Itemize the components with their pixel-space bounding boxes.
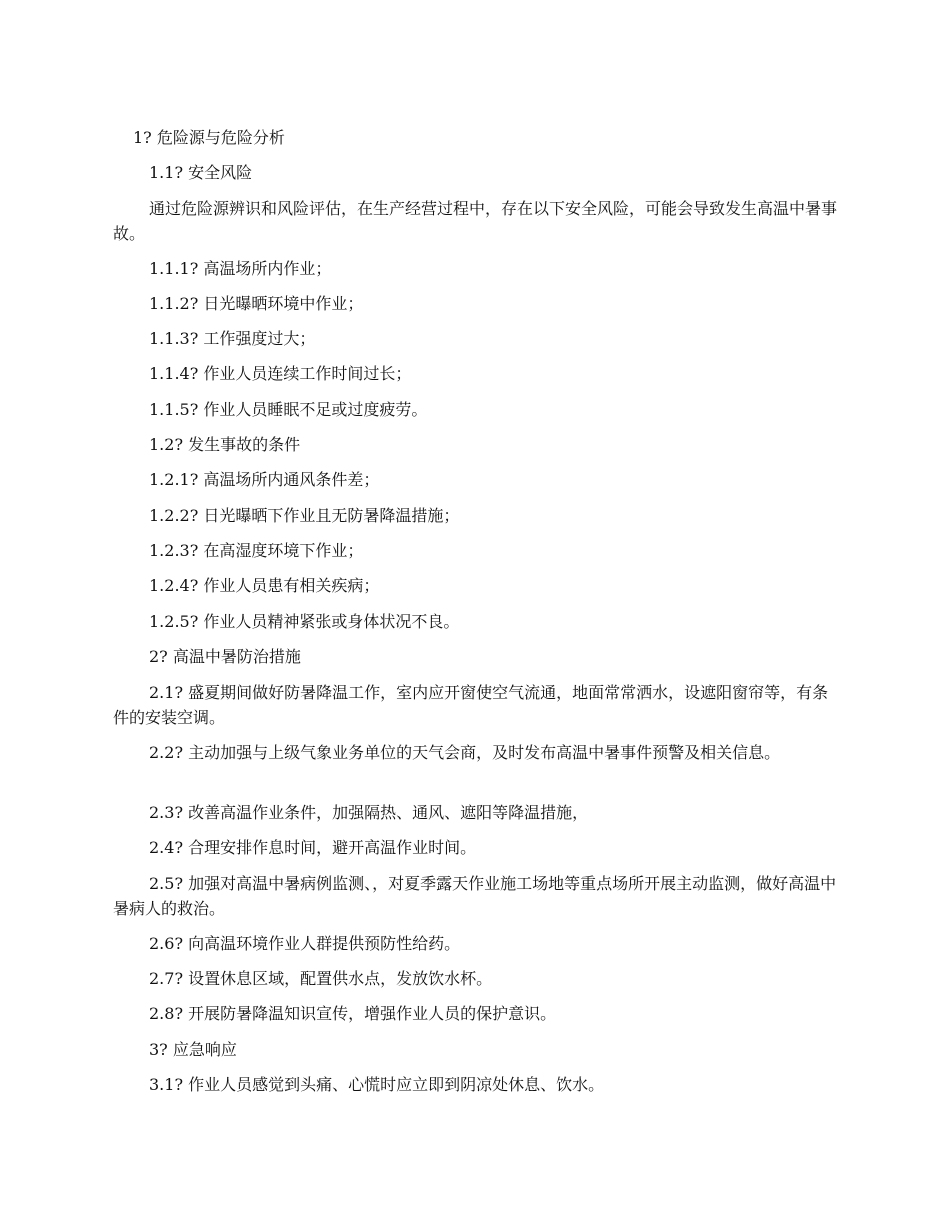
item-1-2-2: 1.2.2? 日光曝晒下作业且无防暑降温措施；	[149, 506, 460, 525]
item-1-2-5: 1.2.5? 作业人员精神紧张或身体状况不良。	[149, 612, 460, 631]
item-2-6: 2.6? 向高温环境作业人群提供预防性给药。	[149, 934, 461, 953]
heading-3: 3? 应急响应	[149, 1040, 237, 1059]
item-2-8: 2.8? 开展防暑降温知识宣传，增强作业人员的保护意识。	[149, 1004, 557, 1023]
item-1-2-1: 1.2.1? 高温场所内通风条件差；	[149, 470, 380, 489]
item-1-1-4: 1.1.4? 作业人员连续工作时间过长；	[149, 364, 412, 383]
item-1-2-4: 1.2.4? 作业人员患有相关疾病；	[149, 576, 380, 595]
item-2-1: 2.1? 盛夏期间做好防暑降温工作，室内应开窗使空气流通，地面常常洒水，设遮阳窗帘等，有条件的安装空调。	[113, 683, 829, 727]
heading-2: 2? 高温中暑防治措施	[149, 647, 301, 666]
item-1-1-1: 1.1.1? 高温场所内作业；	[149, 259, 332, 278]
heading-1: 1? 危险源与危险分析	[133, 128, 285, 147]
item-2-2: 2.2? 主动加强与上级气象业务单位的天气会商，及时发布高温中暑事件预警及相关信息。	[149, 743, 781, 762]
heading-1-2: 1.2? 发生事故的条件	[149, 435, 301, 454]
item-1-1-5: 1.1.5? 作业人员睡眠不足或过度疲劳。	[149, 400, 428, 419]
item-2-7: 2.7? 设置休息区域，配置供水点，发放饮水杯。	[149, 969, 493, 988]
item-3-1: 3.1? 作业人员感觉到头痛、心慌时应立即到阴凉处休息、饮水。	[149, 1075, 605, 1094]
item-1-1-3: 1.1.3? 工作强度过大；	[149, 329, 316, 348]
item-1-2-3: 1.2.3? 在高湿度环境下作业；	[149, 541, 364, 560]
item-2-3: 2.3? 改善高温作业条件，加强隔热、通风、遮阳等降温措施，	[149, 803, 589, 822]
intro-paragraph: 通过危险源辨识和风险评估，在生产经营过程中，存在以下安全风险，可能会导致发生高温中暑事故。	[113, 199, 838, 243]
item-1-1-2: 1.1.2? 日光曝晒环境中作业；	[149, 294, 364, 313]
heading-1-1: 1.1? 安全风险	[149, 163, 253, 182]
item-2-5: 2.5? 加强对高温中暑病例监测、，对夏季露天作业施工场地等重点场所开展主动监测，做好高温中暑病人的救治。	[113, 874, 837, 918]
item-2-4: 2.4? 合理安排作息时间，避开高温作业时间。	[149, 838, 477, 857]
